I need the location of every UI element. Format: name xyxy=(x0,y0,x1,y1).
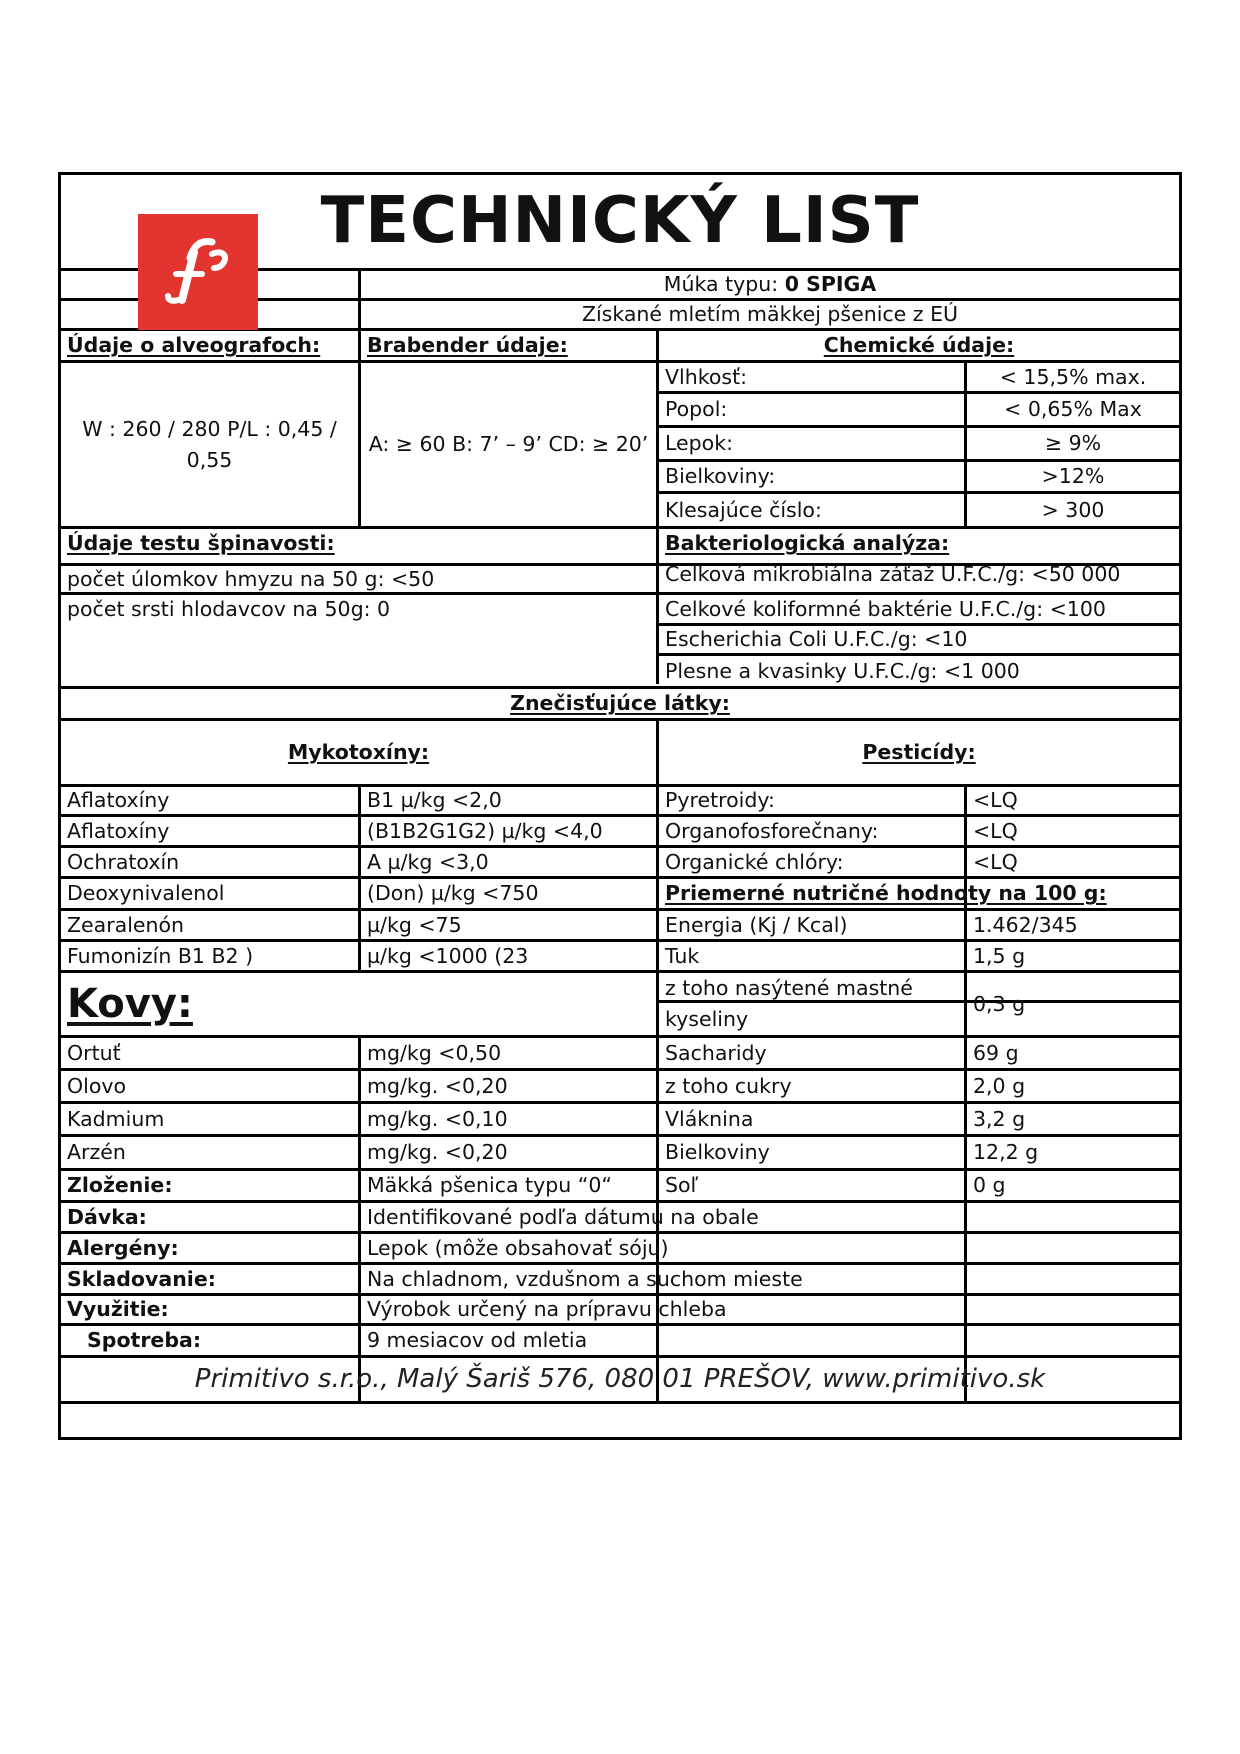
pesticide-name: Pyretroidy: xyxy=(665,788,775,813)
bacteriological-heading: Bakteriologická analýza: xyxy=(665,531,950,556)
metal-name: Olovo xyxy=(67,1073,127,1098)
nutrition-label: Vláknina xyxy=(665,1106,754,1131)
brabender-heading: Brabender údaje: xyxy=(367,333,568,358)
nutrition-value: 2,0 g xyxy=(973,1073,1026,1098)
brabender-value: A: ≥ 60 B: 7’ – 9’ CD: ≥ 20’ xyxy=(368,432,649,457)
pesticide-name: Organické chlóry: xyxy=(665,849,844,874)
info-label: Využitie: xyxy=(67,1297,169,1322)
mycotoxin-value: (Don) µ/kg <750 xyxy=(367,881,539,906)
metal-value: mg/kg <0,50 xyxy=(367,1040,502,1065)
nutrition-label: Tuk xyxy=(665,943,700,968)
dirt-test-row: počet úlomkov hmyzu na 50 g: <50 xyxy=(67,566,435,591)
nutrition-value: 1,5 g xyxy=(973,943,1026,968)
mycotoxin-value: A µ/kg <3,0 xyxy=(367,849,489,874)
alveograph-value: W : 260 / 280 P/L : 0,45 / 0,55 xyxy=(82,416,337,472)
metal-name: Arzén xyxy=(67,1140,126,1165)
chemical-label: Vlhkosť: xyxy=(665,364,748,389)
pesticide-value: <LQ xyxy=(973,788,1018,813)
technical-sheet xyxy=(58,172,1182,1440)
chemical-value: < 15,5% max. xyxy=(999,364,1147,389)
chemical-label: Popol: xyxy=(665,397,728,422)
pesticide-name: Organofosforečnany: xyxy=(665,818,879,843)
info-value: 9 mesiacov od mletia xyxy=(367,1328,588,1353)
info-label: Spotreba: xyxy=(87,1328,202,1353)
bacteriological-row: Plesne a kvasinky U.F.C./g: <1 000 xyxy=(665,658,1020,683)
info-label: Skladovanie: xyxy=(67,1266,216,1291)
pesticide-value: <LQ xyxy=(973,849,1018,874)
mycotoxin-name: Aflatoxíny xyxy=(67,788,170,813)
product-name: 0 SPIGA xyxy=(784,272,877,297)
nutrition-label: Soľ xyxy=(665,1173,699,1198)
metal-name: Kadmium xyxy=(67,1106,165,1131)
chemical-value: >12% xyxy=(1041,464,1105,489)
metal-value: mg/kg. <0,20 xyxy=(367,1140,508,1165)
metal-value: mg/kg. <0,20 xyxy=(367,1073,508,1098)
nutrition-value: 0 g xyxy=(973,1173,1006,1198)
contaminants-heading: Znečisťujúce látky: xyxy=(510,691,730,716)
alveograph-heading: Údaje o alveografoch: xyxy=(67,333,321,358)
info-value: Na chladnom, vzdušnom a suchom mieste xyxy=(367,1266,803,1291)
product-type xyxy=(361,271,1179,298)
chemical-value: < 0,65% Max xyxy=(1004,397,1142,422)
chemical-label: Bielkoviny: xyxy=(665,464,776,489)
chemical-heading: Chemické údaje: xyxy=(823,333,1015,358)
company-footer: Primitivo s.r.o., Malý Šariš 576, 080 01 PREŠOV, www.primitivo.sk xyxy=(194,1363,1046,1394)
nutrition-value: 1.462/345 xyxy=(973,912,1078,937)
metals-heading: Kovy: xyxy=(67,981,193,1027)
nutrition-value: 0,3 g xyxy=(973,991,1026,1016)
product-origin: Získané mletím mäkkej pšenice z EÚ xyxy=(581,302,959,327)
nutrition-value: 3,2 g xyxy=(973,1106,1026,1131)
nutrition-value: 12,2 g xyxy=(973,1140,1039,1165)
mycotoxin-name: Zearalenón xyxy=(67,912,185,937)
chemical-label: Klesajúce číslo: xyxy=(665,497,822,522)
mycotoxin-name: Fumonizín B1 B2 ) xyxy=(67,943,254,968)
nutrition-label: Bielkoviny xyxy=(665,1140,770,1165)
pesticide-value: <LQ xyxy=(973,818,1018,843)
mycotoxin-value: B1 µ/kg <2,0 xyxy=(367,788,502,813)
mycotoxin-value: µ/kg <75 xyxy=(367,912,462,937)
mycotoxin-name: Aflatoxíny xyxy=(67,818,170,843)
mycotoxins-heading: Mykotoxíny: xyxy=(287,740,430,765)
nutrition-label: Sacharidy xyxy=(665,1040,767,1065)
info-label: Dávka: xyxy=(67,1204,147,1229)
mycotoxin-value: (B1B2G1G2) µ/kg <4,0 xyxy=(367,818,603,843)
info-label: Alergény: xyxy=(67,1235,179,1260)
info-value: Identifikované podľa dátumu na obale xyxy=(367,1204,759,1229)
info-value: Výrobok určený na prípravu chleba xyxy=(367,1297,727,1322)
chemical-value: ≥ 9% xyxy=(1044,431,1102,456)
bacteriological-row: Escherichia Coli U.F.C./g: <10 xyxy=(665,627,968,652)
chemical-value: > 300 xyxy=(1041,497,1105,522)
bacteriological-row: Celkové koliformné baktérie U.F.C./g: <100 xyxy=(665,596,1106,621)
bacteriological-row: Celková mikrobiálna záťaž U.F.C./g: <50 000 xyxy=(665,562,1121,587)
metal-name: Ortuť xyxy=(67,1040,121,1065)
mycotoxin-name: Ochratoxín xyxy=(67,849,180,874)
nutrition-label: Energia (Kj / Kcal) xyxy=(665,912,848,937)
nutrition-label: z toho nasýtené mastné kyseliny xyxy=(665,976,913,1031)
nutrition-label: z toho cukry xyxy=(665,1073,792,1098)
primitivo-f-logo-icon xyxy=(138,214,258,330)
chemical-label: Lepok: xyxy=(665,431,734,456)
page-title: TECHNICKÝ LIST xyxy=(320,184,920,259)
info-label: Zloženie: xyxy=(67,1173,173,1198)
mycotoxin-value: µ/kg <1000 (23 xyxy=(367,943,529,968)
info-value: Mäkká pšenica typu “0“ xyxy=(367,1173,613,1198)
nutrition-value: 69 g xyxy=(973,1040,1019,1065)
product-type-label: Múka typu: xyxy=(663,272,779,297)
nutrition-heading: Priemerné nutričné hodnoty na 100 g: xyxy=(665,881,1107,906)
dirt-test-heading: Údaje testu špinavosti: xyxy=(67,531,335,556)
info-value: Lepok (môže obsahovať sóju) xyxy=(367,1235,669,1260)
metal-value: mg/kg. <0,10 xyxy=(367,1106,508,1131)
dirt-test-row: počet srsti hlodavcov na 50g: 0 xyxy=(67,596,391,621)
pesticides-heading: Pesticídy: xyxy=(862,740,976,765)
mycotoxin-name: Deoxynivalenol xyxy=(67,881,225,906)
